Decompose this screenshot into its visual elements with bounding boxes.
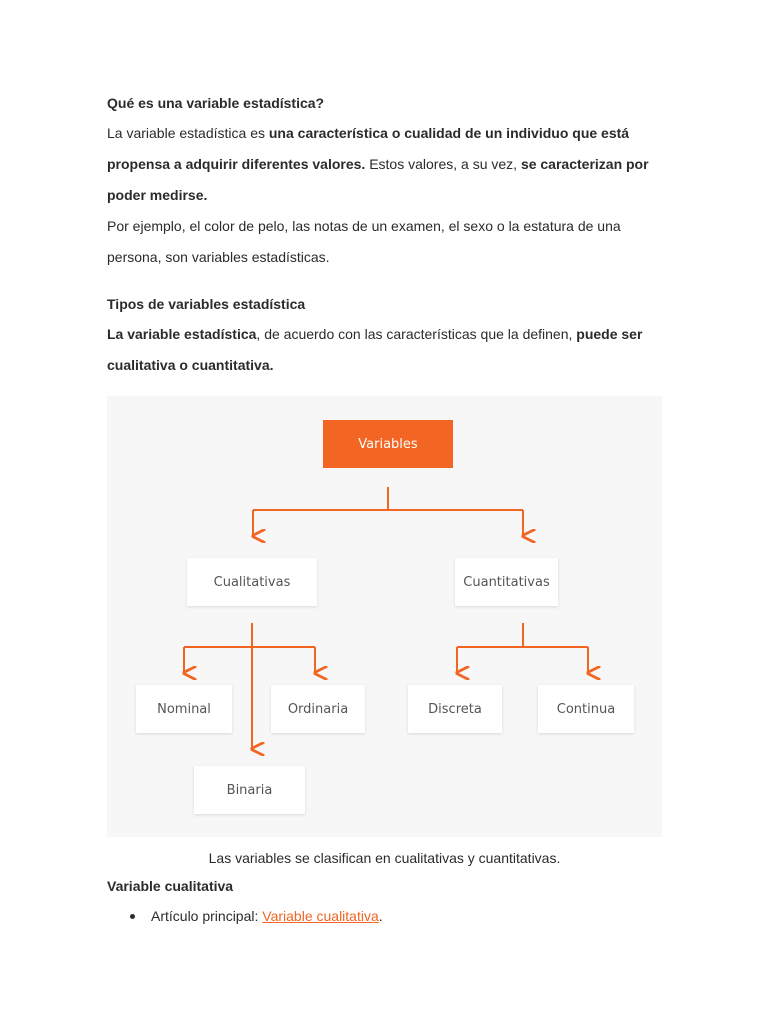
bullet-suffix: . xyxy=(378,908,383,924)
node-continua: Continua xyxy=(538,685,634,733)
definition-text: La variable estadística es xyxy=(107,125,269,141)
types-text: , de acuerdo con las características que la definen, xyxy=(256,326,577,342)
node-cuantitativas: Cuantitativas xyxy=(455,558,558,606)
list-item xyxy=(107,904,383,928)
bullet-prefix: Artículo principal: xyxy=(151,908,263,924)
definition-text-2: Estos valores, a su vez, xyxy=(365,156,521,172)
section-heading-cualitativa: Variable cualitativa xyxy=(107,878,234,894)
node-variables: Variables xyxy=(323,420,453,468)
node-nominal: Nominal xyxy=(136,685,232,733)
figure-caption: Las variables se clasifican en cualitativas y cuantitativas. xyxy=(208,850,561,866)
node-ordinaria: Ordinaria xyxy=(271,685,365,733)
types-bold-2: puede ser cualitativa o cuantitativa. xyxy=(107,326,643,373)
variable-cualitativa-link[interactable]: Variable cualitativa xyxy=(262,908,379,924)
variables-diagram xyxy=(107,396,662,837)
node-cualitativas: Cualitativas xyxy=(187,558,317,606)
article-body xyxy=(107,88,667,381)
definition-bold: una característica o cualidad de un individuo que está propensa a adquirir diferentes valores. xyxy=(107,125,630,172)
bullet-dot-icon xyxy=(130,914,135,919)
bullet-list xyxy=(107,904,383,928)
section-heading-tipos: Tipos de variables estadística xyxy=(107,296,306,312)
types-paragraph xyxy=(107,319,667,381)
section-heading-que-es: Qué es una variable estadística? xyxy=(107,95,325,111)
node-binaria: Binaria xyxy=(194,766,305,814)
example-paragraph: Por ejemplo, el color de pelo, las notas de un examen, el sexo o la estatura de una persona, son variables estadísticas. xyxy=(107,218,621,265)
node-discreta: Discreta xyxy=(408,685,502,733)
definition-bold-2: se caracterizan por poder medirse. xyxy=(107,156,649,203)
types-bold: La variable estadística xyxy=(107,326,257,342)
definition-paragraph xyxy=(107,118,667,211)
